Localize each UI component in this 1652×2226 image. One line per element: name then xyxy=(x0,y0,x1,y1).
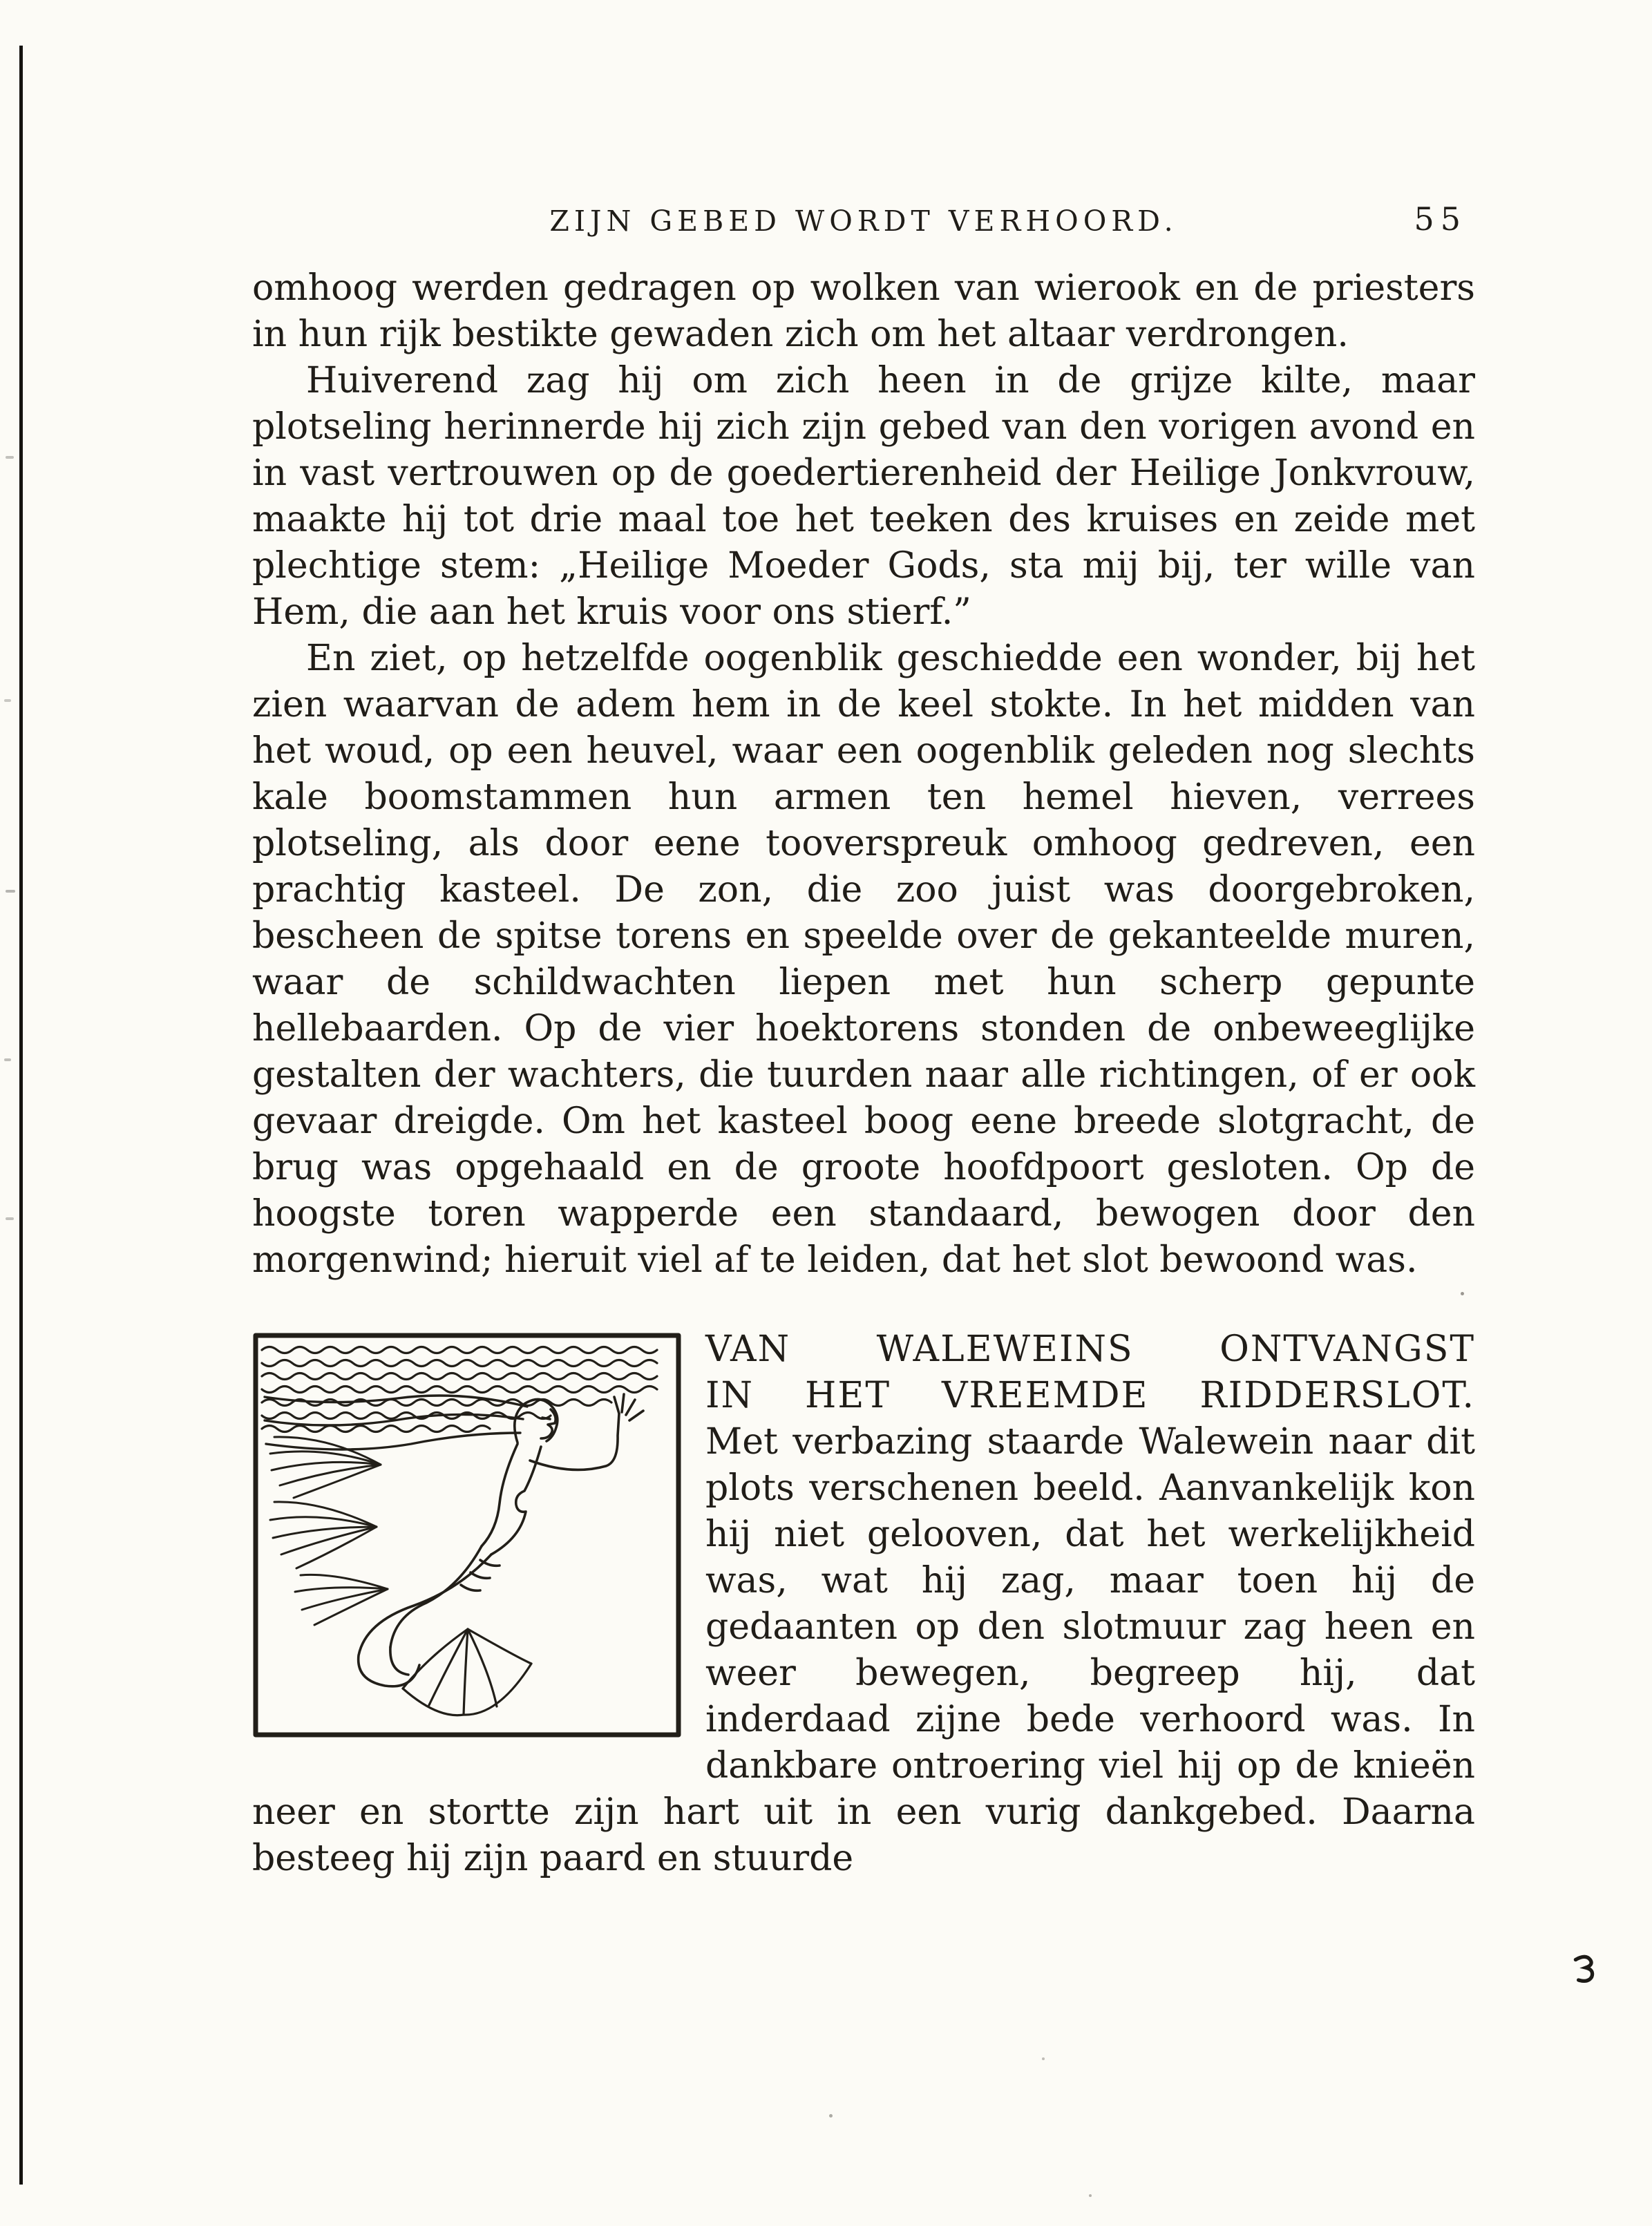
margin-tick xyxy=(6,1217,14,1220)
illustrated-section xyxy=(252,1326,1475,1882)
margin-tick xyxy=(6,890,15,893)
running-header-title: ZIJN GEBED WORDT VERHOORD. xyxy=(549,204,1178,238)
paragraph-prayer: Huiverend zag hij om zich heen in de grijze kilte, maar plotseling herinnerde hij zich zijn gebed van den vorigen avond en in vast vertrouwen op de goedertierenheid der Heilige Jonkvrouw, maakte hij tot drie maal toe het teeken des kruises en zeide met plechtige stem: „Heilige Moeder Gods, sta mij bij, ter wille van Hem, die aan het kruis voor ons stierf.” xyxy=(252,360,1475,633)
paragraph-castle: En ziet, op hetzelfde oogenblik geschiedde een wonder, bij het zien waarvan de adem hem in de keel stokte. In het midden van het woud, op een heuvel, waar een oogenblik geleden nog slechts kale boomstammen hun armen ten hemel hieven, verrees plotseling, als door eene tooverspreuk omhoog gedreven, een prachtig kasteel. De zon, die zoo juist was doorgebroken, bescheen de spitse torens en speelde over de gekanteelde muren, waar de schildwachten liepen met hun scherp gepunte hellebaarden. Op de vier hoektorens stonden de onbeweeglijke gestalten der wachters, die tuurden naar alle richtingen, of er ook gevaar dreigde. Om het kasteel boog eene breede slotgracht, de brug was opgehaald en de groote hoofdpoort gesloten. Op de hoogste toren wapperde een standaard, bewogen door den morgenwind; hieruit viel af te leiden, dat het slot bewoond was. xyxy=(252,638,1475,1281)
margin-tick xyxy=(4,1058,11,1061)
dust-speck xyxy=(1042,2057,1045,2060)
paragraph-continuation: omhoog werden gedragen op wolken van wierook en de priesters in hun rijk bestikte gewaden zich om het altaar verdrongen. xyxy=(252,267,1475,355)
text-column xyxy=(252,265,1475,1882)
margin-tick xyxy=(4,699,11,702)
section-heading-line-1: VAN WALEWEINS ONTVANGST xyxy=(705,1329,1475,1370)
mermaid-drawing xyxy=(252,1332,682,1738)
binding-line xyxy=(19,46,23,2185)
dust-speck xyxy=(829,2114,833,2118)
margin-tick xyxy=(6,456,14,459)
dust-speck xyxy=(1089,2194,1092,2197)
running-header xyxy=(252,200,1475,249)
mermaid-illustration xyxy=(252,1332,682,1738)
dust-speck xyxy=(1461,1292,1464,1295)
section-paragraph: Met verbazing staarde Walewein naar dit plots verschenen beeld. Aanvankelijk kon hij niet gelooven, dat het werkelijkheid was, wat hij zag, maar toen hij de gedaanten op den slotmuur zag heen en weer bewegen, begreep hij, dat inderdaad zijne bede verhoord was. In dankbare ontroering viel hij op de knieën neer en stortte zijn hart uit in een vurig dankgebed. Daarna besteeg hij zijn paard en stuurde xyxy=(252,1421,1475,1879)
printer-mark-icon xyxy=(1570,1952,1597,1984)
page-number: 55 xyxy=(1414,200,1467,238)
section-heading-line-2: IN HET VREEMDE RIDDERSLOT. xyxy=(705,1375,1475,1416)
